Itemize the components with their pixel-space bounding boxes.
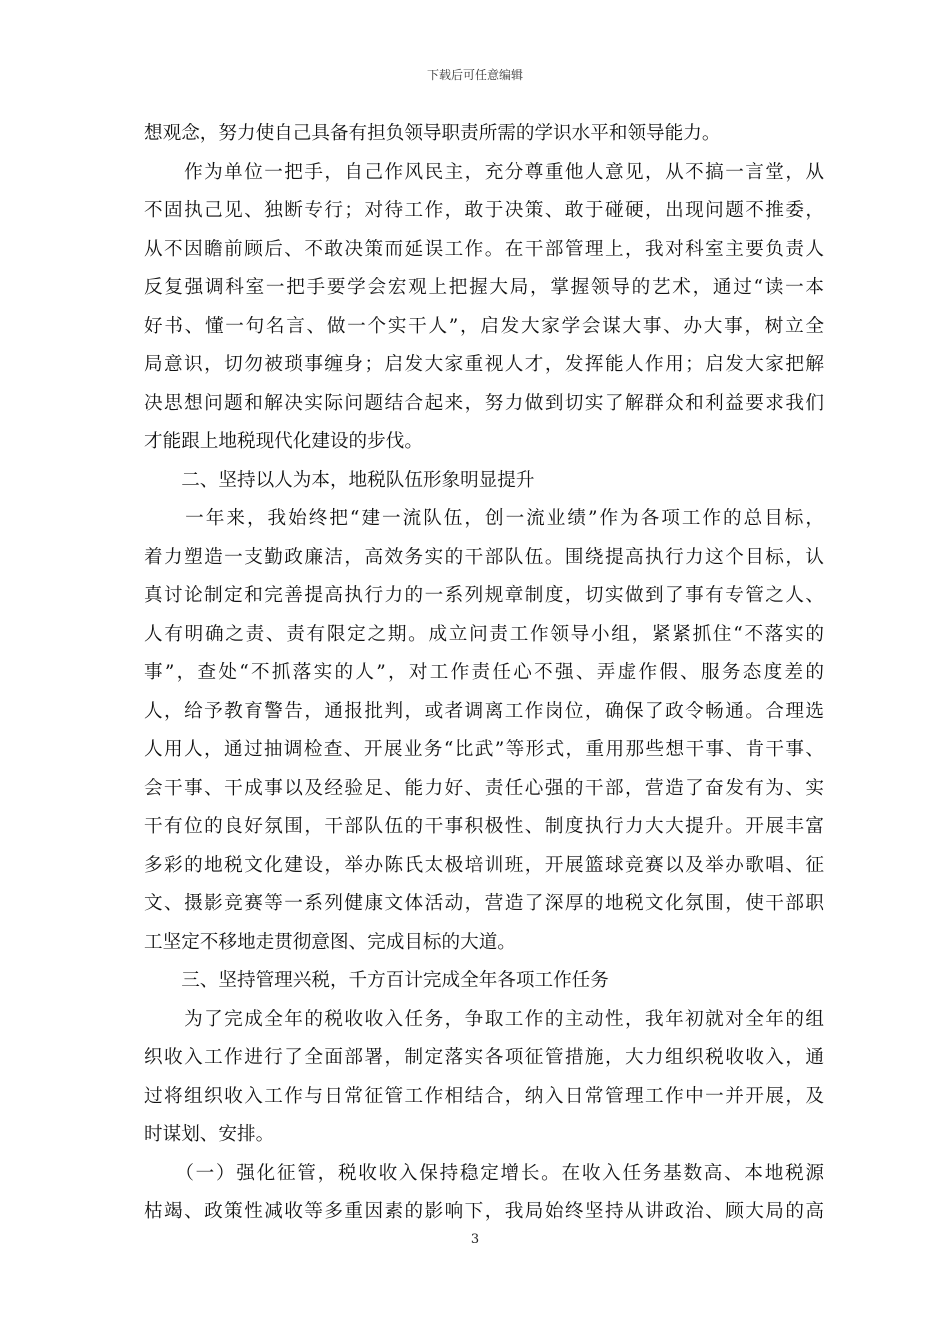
text-line: 想观念，努力使自己具备有担负领导职责所需的学识水平和领导能力。	[144, 123, 721, 144]
text-line: 时谋划、安排。	[144, 1124, 275, 1145]
text-line: 人，给予教育警告，通报批判，或者调离工作岗位，确保了政令畅通。合理选	[144, 700, 824, 722]
text-line: 过将组织收入工作与日常征管工作相结合，纳入日常管理工作中一并开展，及	[144, 1085, 824, 1107]
text-line: 人有明确之责、责有限定之期。成立问责工作领导小组，紧紧抓住“不落实的	[144, 623, 824, 645]
text-line: 不固执己见、独断专行；对待工作，敢于决策、敢于碰硬，出现问题不推委，	[144, 200, 824, 221]
text-line: 织收入工作进行了全面部署，制定落实各项征管措施，大力组织税收收入，通	[144, 1047, 824, 1068]
text-line: 反复强调科室一把手要学会宏观上把握大局，掌握领导的艺术，通过“读一本	[144, 277, 824, 298]
text-line: 枯竭、政策性减收等多重因素的影响下，我局始终坚持从讲政治、顾大局的高	[144, 1201, 824, 1222]
text-line: 从不因瞻前顾后、不敢决策而延误工作。在干部管理上，我对科室主要负责人	[144, 238, 824, 260]
text-line: 会干事、干成事以及经验足、能力好、责任心强的干部，营造了奋发有为、实	[144, 777, 824, 799]
text-line: 为了完成全年的税收收入任务，争取工作的主动性，我年初就对全年的组	[144, 1008, 824, 1030]
text-line: 局意识，切勿被琐事缠身；启发大家重视人才，发挥能人作用；启发大家把解	[144, 354, 824, 375]
page-number: 3	[470, 1232, 480, 1247]
text-line: 干有位的良好氛围，干部队伍的干事积极性、制度执行力大大提升。开展丰富	[144, 816, 824, 837]
text-line: 二、坚持以人为本，地税队伍形象明显提升	[144, 469, 535, 491]
text-line: 三、坚持管理兴税，千方百计完成全年各项工作任务	[144, 970, 609, 991]
text-line: 一年来，我始终把“建一流队伍，创一流业绩”作为各项工作的总目标，	[144, 508, 824, 529]
text-line: 多彩的地税文化建设，举办陈氏太极培训班，开展篮球竞赛以及举办歌唱、征	[144, 854, 824, 876]
text-line: （一）强化征管，税收收入保持稳定增长。在收入任务基数高、本地税源	[144, 1162, 824, 1184]
text-line: 才能跟上地税现代化建设的步伐。	[144, 431, 423, 452]
text-line: 文、摄影竞赛等一系列健康文体活动，营造了深厚的地税文化氛围，使干部职	[144, 893, 824, 914]
document-body	[144, 115, 824, 1232]
text-line: 事”，查处“不抓落实的人”，对工作责任心不强、弄虚作假、服务态度差的	[144, 662, 824, 683]
text-line: 着力塑造一支勤政廉洁，高效务实的干部队伍。围绕提高执行力这个目标，认	[144, 546, 824, 568]
text-line: 作为单位一把手，自己作风民主，充分尊重他人意见，从不搞一言堂，从	[144, 161, 824, 183]
page-header: 下载后可任意编辑	[426, 68, 523, 82]
text-line: 好书、懂一句名言、做一个实干人”，启发大家学会谋大事、办大事，树立全	[144, 315, 824, 337]
text-line: 工坚定不移地走贯彻意图、完成目标的大道。	[144, 931, 516, 953]
text-line: 人用人，通过抽调检查、开展业务“比武”等形式，重用那些想干事、肯干事、	[144, 739, 824, 760]
text-line: 决思想问题和解决实际问题结合起来，努力做到切实了解群众和利益要求我们	[144, 392, 824, 414]
text-line: 真讨论制定和完善提高执行力的一系列规章制度，切实做到了事有专管之人、	[144, 585, 824, 606]
